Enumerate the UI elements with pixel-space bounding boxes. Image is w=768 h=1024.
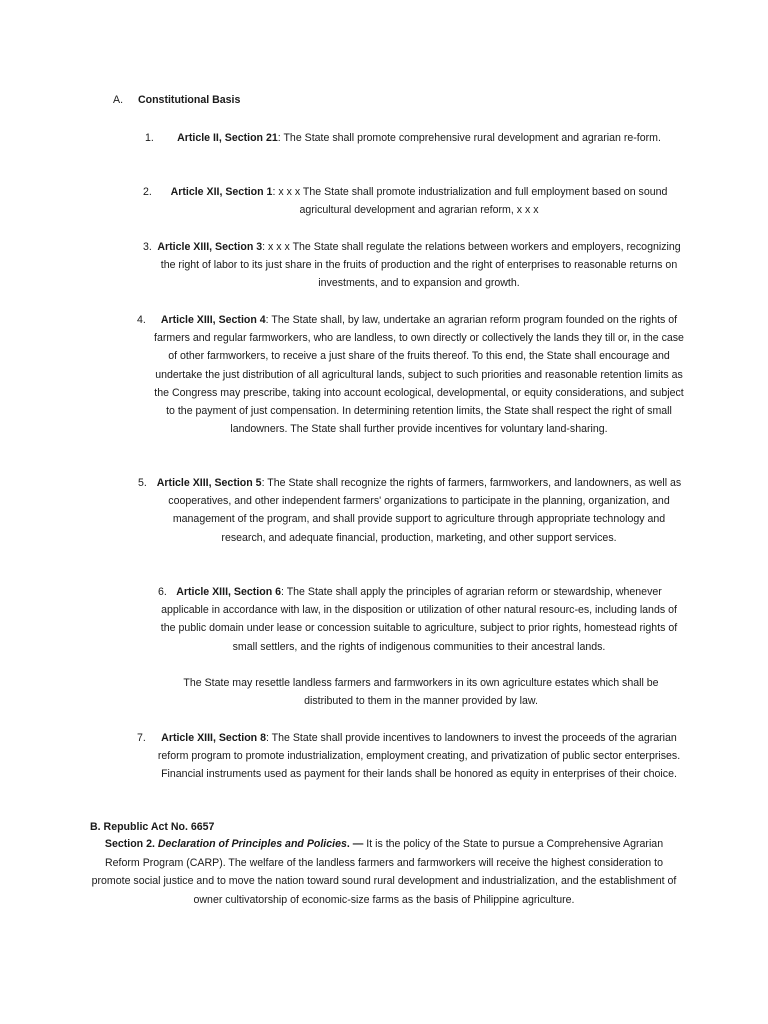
item-4-text: : The State shall, by law, undertake an agrarian reform program founded on the rights of farmers and regular farmworkers, who are landless, to own directly or collectively the lands they till or, in the case of other farmworkers, to receive a just share of the fruits thereof. To this end, the State shall encourage and undertake the just distribution of all agricultural lands, subject to such priorities and reasonable retention limits as the Congress may prescribe, taking into account ecological, developmental, or equity considerations, and subject to the payment of just compensation. In determining retention limits, the State shall respect the right of small landowners. The State shall further provide incentives for voluntary land-sharing.	[154, 314, 684, 436]
item-5-number: 5.	[138, 477, 147, 489]
item-6-paragraph-2: The State may resettle landless farmers and farmworkers in its own agriculture estates which shall be distributed to them in the manner provided by law.	[183, 677, 659, 708]
item-1-label: Article II, Section 21	[177, 132, 278, 144]
item-1	[158, 129, 680, 147]
item-5-text: : The State shall recognize the rights of farmers, farmworkers, and landowners, as well as cooperatives, and other independent farmers' organizations to participate in the planning, organization, and management of the program, and shall provide support to agriculture through appropriate technology and research, and adequate financial, production, marketing, and other support services.	[168, 477, 682, 544]
item-3-number: 3.	[143, 241, 152, 253]
section-b-section-title: Declaration of Principles and Policies	[157, 838, 347, 850]
item-6-label: Article XIII, Section 6	[176, 586, 281, 598]
item-6-text: : The State shall apply the principles of agrarian reform or stewardship, whenever applicable in accordance with law, in the disposition or utilization of other natural resourc-es, including lands of the public domain under lease or concession suitable to agriculture, subject to prior rights, homestead rights of small settlers, and the rights of indigenous communities to their ancestral lands.	[160, 586, 678, 653]
item-2	[158, 183, 680, 219]
item-4	[152, 311, 686, 438]
item-3	[154, 238, 684, 293]
section-b-heading	[90, 818, 214, 836]
item-7-text: : The State shall provide incentives to landowners to invest the proceeds of the agrarian reform program to promote industrialization, employment creating, and privatization of public sector enterprises. Financial instruments used as payment for their lands shall be honored as equity in enterprises of their choice.	[157, 732, 681, 781]
item-3-label: Article XIII, Section 3	[157, 241, 263, 253]
item-1-text: : The State shall promote comprehensive rural development and agrarian re-form.	[277, 132, 661, 144]
item-5	[152, 474, 686, 547]
item-3-text: : x x x The State shall regulate the relations between workers and employers, recognizing the right of labor to its just share in the fruits of production and the right of enterprises to reasonable returns on investments, and to expansion and growth.	[160, 241, 681, 290]
item-2-label: Article XII, Section 1	[170, 186, 273, 198]
section-b-text: It is the policy of the State to pursue a Comprehensive Agrarian Reform Program (CARP). The welfare of the landless farmers and farmworkers will receive the highest consideration to promote social justice and to move the nation toward sound rural development and industrialization, and the establishment of owner cultivatorship of economic-size farms as the basis of Philippine agriculture.	[91, 838, 677, 906]
item-7-label: Article XIII, Section 8	[161, 732, 266, 744]
item-2-text: : x x x The State shall promote industrialization and full employment based on sound agricultural development and agrarian reform, x x x	[272, 186, 668, 217]
section-a-heading	[113, 91, 240, 109]
section-b-dash: . —	[346, 838, 364, 850]
section-b-title: Republic Act No. 6657	[103, 821, 215, 833]
item-7	[152, 729, 686, 784]
item-1-number: 1.	[145, 132, 154, 144]
section-a-title: Constitutional Basis	[137, 94, 241, 106]
item-4-label: Article XIII, Section 4	[160, 314, 266, 326]
item-6-number: 6.	[158, 586, 167, 598]
section-b-body	[88, 835, 680, 909]
item-4-number: 4.	[137, 314, 146, 326]
item-5-label: Article XIII, Section 5	[156, 477, 262, 489]
section-a-letter: A.	[113, 94, 124, 106]
section-b-letter: B.	[90, 821, 101, 833]
item-7-number: 7.	[137, 732, 146, 744]
section-b-section-label: Section 2.	[104, 838, 155, 850]
item-6	[156, 583, 682, 656]
item-2-number: 2.	[143, 186, 152, 198]
